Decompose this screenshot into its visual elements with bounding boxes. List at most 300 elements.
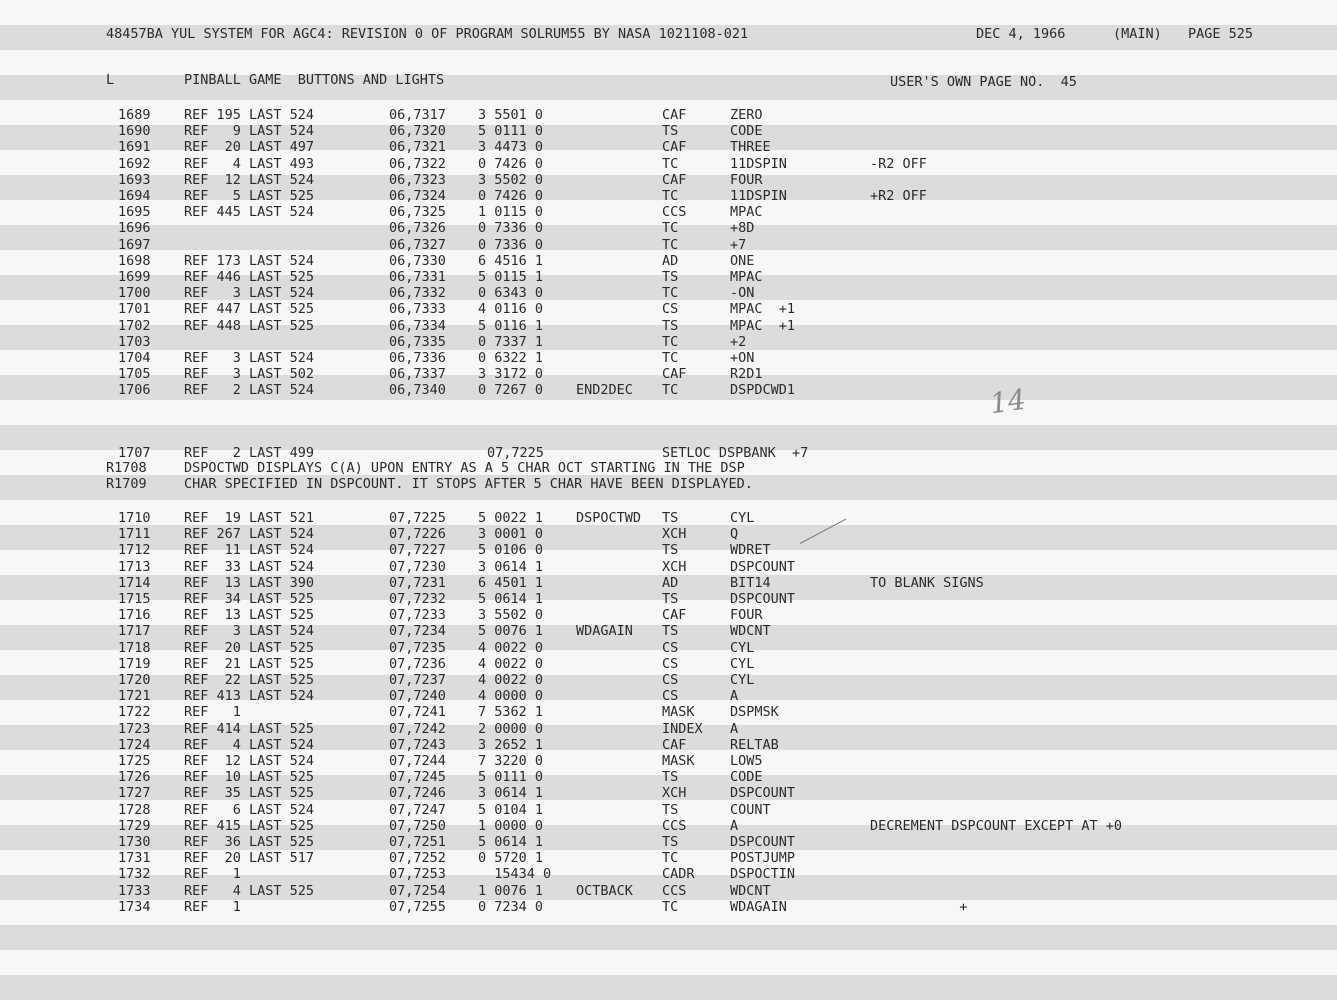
operand: WDAGAIN (730, 898, 787, 915)
handwritten-note: 14 (987, 382, 1028, 421)
address: 07,7242 (389, 720, 446, 737)
octal-word: 0 5720 1 (478, 850, 544, 867)
operand: WDCNT (730, 623, 771, 640)
octal-word: 7 5362 1 (478, 704, 544, 721)
listing-row (0, 542, 1337, 558)
operand: CODE (730, 123, 763, 140)
line-number: 1694 (118, 188, 151, 204)
address: 06,7322 (389, 155, 446, 172)
opcode: TC (662, 350, 679, 366)
octal-word: 2 0000 0 (478, 720, 544, 737)
comment: DECREMENT DSPCOUNT EXCEPT AT +0 (870, 817, 1122, 834)
ref-info: REF 267 LAST 524 (184, 526, 315, 543)
operand: Q (730, 526, 739, 543)
opcode: XCH (662, 526, 687, 543)
address: 06,7337 (389, 366, 446, 383)
operand: +2 (730, 333, 747, 350)
listing-row (0, 834, 1337, 850)
ref-info: REF 9 LAST 524 (184, 123, 315, 140)
line-number: 1721 (118, 688, 151, 705)
line-number: 1700 (118, 285, 151, 302)
line-number: 1734 (118, 898, 151, 915)
octal-word: 3 0614 1 (478, 558, 544, 575)
octal-word: 5 0614 1 (478, 834, 544, 850)
line-number: 1689 (118, 107, 151, 123)
operand: MPAC (730, 204, 763, 221)
ref-info: REF 20 LAST 517 (184, 850, 315, 867)
ref-info: REF 34 LAST 525 (184, 591, 315, 607)
opcode: CS (662, 301, 679, 318)
opcode: SETLOC DSPBANK +7 (662, 445, 809, 461)
octal-word: 5 0115 1 (478, 269, 544, 285)
address: 06,7331 (389, 269, 446, 285)
remark-row (0, 476, 1337, 492)
octal-word: 0 7336 0 (478, 236, 544, 253)
operand: FOUR (730, 171, 763, 188)
operand: 11DSPIN (730, 188, 787, 204)
operand: +7 (730, 236, 747, 253)
ref-info: REF 21 LAST 525 (184, 655, 315, 672)
opcode: CS (662, 639, 679, 656)
comment: TO BLANK SIGNS (870, 574, 984, 591)
subheader-title: PINBALL GAME BUTTONS AND LIGHTS (184, 72, 445, 88)
line-number: 1713 (118, 558, 151, 575)
line-number: 1698 (118, 252, 151, 269)
address: 07,7251 (389, 834, 446, 850)
comment: +R2 OFF (870, 188, 927, 204)
octal-word: 7 3220 0 (478, 753, 544, 769)
opcode: XCH (662, 785, 687, 802)
opcode: CAF (662, 607, 687, 624)
operand: DSPDCWD1 (730, 382, 796, 399)
line-number: 1691 (118, 139, 151, 156)
octal-word: 0 7336 0 (478, 220, 544, 237)
remark-text: DSPOCTWD DISPLAYS C(A) UPON ENTRY AS A 5 CHAR OCT STARTING IN THE DSP (184, 460, 745, 476)
address: 07,7235 (389, 639, 446, 656)
listing-row (0, 285, 1337, 301)
operand: LOW5 (730, 753, 763, 769)
opcode: TC (662, 285, 679, 302)
line-number: 1716 (118, 607, 151, 624)
symbol-label: END2DEC (576, 382, 633, 399)
address: 06,7340 (389, 382, 446, 399)
line-number: 1727 (118, 785, 151, 802)
ref-info: REF 4 LAST 525 (184, 882, 315, 899)
address: 06,7336 (389, 350, 446, 366)
opcode: TS (662, 510, 679, 526)
ref-info: REF 173 LAST 524 (184, 252, 315, 269)
address: 07,7255 (389, 898, 446, 915)
line-number: 1706 (118, 382, 151, 399)
comment: -R2 OFF (870, 155, 927, 172)
opcode: TS (662, 623, 679, 640)
opcode: MASK (662, 753, 695, 769)
octal-word: 1 0000 0 (478, 817, 544, 834)
opcode: TS (662, 123, 679, 140)
opcode: XCH (662, 558, 687, 575)
octal-word: 4 0022 0 (478, 655, 544, 672)
line-number: 1701 (118, 301, 151, 318)
opcode: TS (662, 834, 679, 850)
listing-row (0, 334, 1337, 350)
listing-row (0, 301, 1337, 317)
opcode: CCS (662, 204, 687, 221)
listing-row (0, 785, 1337, 801)
listing-row (0, 526, 1337, 542)
ref-info: REF 1 (184, 866, 241, 883)
address: 06,7330 (389, 252, 446, 269)
ref-info: REF 445 LAST 524 (184, 204, 315, 221)
operand: DSPCOUNT (730, 834, 796, 850)
opcode: TC (662, 155, 679, 172)
listing-row (0, 220, 1337, 236)
opcode: INDEX (662, 720, 703, 737)
listing-row (0, 156, 1337, 172)
ref-info: REF 22 LAST 525 (184, 672, 315, 688)
listing-row (0, 253, 1337, 269)
listing-row (0, 623, 1337, 639)
ref-info: REF 11 LAST 524 (184, 542, 315, 559)
operand: THREE (730, 139, 771, 156)
address: 06,7317 (389, 107, 446, 123)
octal-word: 6 4501 1 (478, 574, 544, 591)
listing-row (0, 559, 1337, 575)
operand: MPAC +1 (730, 317, 796, 334)
listing-row (0, 366, 1337, 382)
ref-info: REF 12 LAST 524 (184, 753, 315, 769)
address: 06,7335 (389, 333, 446, 350)
octal-word: 1 0115 0 (478, 204, 544, 221)
octal-word: 15434 0 (478, 866, 552, 883)
operand: +8D (730, 220, 755, 237)
octal-word: 5 0111 0 (478, 123, 544, 140)
opcode: CCS (662, 882, 687, 899)
listing-row (0, 802, 1337, 818)
page-header-title: 48457BA YUL SYSTEM FOR AGC4: REVISION 0 OF PROGRAM SOLRUM55 BY NASA 1021108-021 (106, 26, 749, 42)
operand: DSPCOUNT (730, 785, 796, 802)
ref-info: REF 13 LAST 525 (184, 607, 315, 624)
listing-row (0, 123, 1337, 139)
octal-word: 3 5502 0 (478, 171, 544, 188)
octal-word: 5 0104 1 (478, 801, 544, 818)
address: 06,7325 (389, 204, 446, 221)
line-number: 1731 (118, 850, 151, 867)
operand: A (730, 720, 739, 737)
listing-row (0, 721, 1337, 737)
opcode: CAF (662, 139, 687, 156)
ref-info: REF 6 LAST 524 (184, 801, 315, 818)
operand: CYL (730, 510, 755, 526)
listing-row (0, 510, 1337, 526)
line-number: 1729 (118, 817, 151, 834)
address: 07,7237 (389, 672, 446, 688)
address: 07,7241 (389, 704, 446, 721)
address: 06,7332 (389, 285, 446, 302)
opcode: TC (662, 850, 679, 867)
opcode: AD (662, 252, 679, 269)
remark-row (0, 460, 1337, 476)
opcode: TC (662, 382, 679, 399)
octal-word: 4 0022 0 (478, 672, 544, 688)
line-number: 1714 (118, 574, 151, 591)
line-number: 1711 (118, 526, 151, 543)
octal-word: 5 0116 1 (478, 317, 544, 334)
remark-text: CHAR SPECIFIED IN DSPCOUNT. IT STOPS AFTER 5 CHAR HAVE BEEN DISPLAYED. (184, 476, 753, 492)
symbol-label: OCTBACK (576, 882, 633, 899)
octal-word: 3 3172 0 (478, 366, 544, 383)
address: 07,7233 (389, 607, 446, 624)
octal-word: 3 5501 0 (478, 107, 544, 123)
line-number: 1699 (118, 269, 151, 285)
listing-row (0, 769, 1337, 785)
operand: CYL (730, 655, 755, 672)
operand: 11DSPIN (730, 155, 787, 172)
address: 07,7245 (389, 769, 446, 786)
line-number: 1725 (118, 753, 151, 769)
octal-word: 3 5502 0 (478, 607, 544, 624)
opcode: TC (662, 236, 679, 253)
line-number: 1733 (118, 882, 151, 899)
address: 07,7247 (389, 801, 446, 818)
ref-info: REF 2 LAST 499 (184, 445, 315, 461)
opcode: CCS (662, 817, 687, 834)
opcode: CAF (662, 736, 687, 753)
line-number: 1710 (118, 510, 151, 526)
listing-row (0, 672, 1337, 688)
symbol-label: WDAGAIN (576, 623, 633, 640)
operand: DSPCOUNT (730, 558, 796, 575)
ref-info: REF 2 LAST 524 (184, 382, 315, 399)
operand: A (730, 817, 739, 834)
ref-info: REF 3 LAST 524 (184, 285, 315, 302)
address: 06,7326 (389, 220, 446, 237)
listing-row (0, 139, 1337, 155)
line-number: 1712 (118, 542, 151, 559)
octal-word: 0 7337 1 (478, 333, 544, 350)
opcode: TS (662, 542, 679, 559)
address: 07,7244 (389, 753, 446, 769)
ref-info: REF 195 LAST 524 (184, 107, 315, 123)
listing-row (0, 204, 1337, 220)
line-number: 1715 (118, 591, 151, 607)
octal-word: 6 4516 1 (478, 252, 544, 269)
opcode: AD (662, 574, 679, 591)
opcode: TC (662, 188, 679, 204)
octal-word: 5 0614 1 (478, 591, 544, 607)
listing-row (0, 640, 1337, 656)
address: 06,7333 (389, 301, 446, 318)
octal-word: 0 7267 0 (478, 382, 544, 399)
line-number: 1717 (118, 623, 151, 640)
ref-info: REF 20 LAST 497 (184, 139, 315, 156)
opcode: CS (662, 655, 679, 672)
line-number: 1704 (118, 350, 151, 366)
octal-word: 0 6343 0 (478, 285, 544, 302)
octal-word: 4 0022 0 (478, 639, 544, 656)
address: 07,7227 (389, 542, 446, 559)
ref-info: REF 447 LAST 525 (184, 301, 315, 318)
octal-word: 5 0076 1 (478, 623, 544, 640)
opcode: TS (662, 769, 679, 786)
page-header-page: PAGE 525 (1188, 26, 1254, 42)
line-number: 1703 (118, 333, 151, 350)
octal-word: 0 7234 0 (478, 898, 544, 915)
line-number: 1690 (118, 123, 151, 140)
address: 07,7250 (389, 817, 446, 834)
address: 07,7225 (487, 445, 544, 461)
remark-number: R1708 (106, 460, 147, 476)
opcode: TS (662, 269, 679, 285)
address: 07,7253 (389, 866, 446, 883)
octal-word: 3 0614 1 (478, 785, 544, 802)
address: 06,7321 (389, 139, 446, 156)
opcode: CAF (662, 107, 687, 123)
listing-row (0, 866, 1337, 882)
line-number: 1697 (118, 236, 151, 253)
ref-info: REF 19 LAST 521 (184, 510, 315, 526)
opcode: CS (662, 672, 679, 688)
address: 06,7327 (389, 236, 446, 253)
octal-word: 0 7426 0 (478, 155, 544, 172)
octal-word: 1 0076 1 (478, 882, 544, 899)
ref-info: REF 1 (184, 704, 241, 721)
operand: FOUR (730, 607, 763, 624)
line-number: 1707 (118, 445, 151, 461)
octal-word: 5 0111 0 (478, 769, 544, 786)
octal-word: 5 0106 0 (478, 542, 544, 559)
operand: CODE (730, 769, 763, 786)
opcode: TC (662, 898, 679, 915)
operand: BIT14 (730, 574, 771, 591)
address: 07,7230 (389, 558, 446, 575)
opcode: CS (662, 688, 679, 705)
ref-info: REF 448 LAST 525 (184, 317, 315, 334)
operand: DSPMSK (730, 704, 779, 721)
octal-word: 5 0022 1 (478, 510, 544, 526)
operand: +ON (730, 350, 755, 366)
operand: -ON (730, 285, 755, 302)
address: 06,7320 (389, 123, 446, 140)
opcode: CAF (662, 366, 687, 383)
setloc-row (0, 445, 1337, 461)
operand: COUNT (730, 801, 771, 818)
opcode: TS (662, 801, 679, 818)
operand: ONE (730, 252, 755, 269)
address: 07,7254 (389, 882, 446, 899)
listing-row (0, 188, 1337, 204)
line-number: 1728 (118, 801, 151, 818)
operand: WDCNT (730, 882, 771, 899)
address: 07,7232 (389, 591, 446, 607)
octal-word: 3 4473 0 (478, 139, 544, 156)
line-number: 1696 (118, 220, 151, 237)
page-header-date: DEC 4, 1966 (976, 26, 1066, 42)
operand: RELTAB (730, 736, 779, 753)
address: 07,7226 (389, 526, 446, 543)
operand: CYL (730, 672, 755, 688)
ref-info: REF 35 LAST 525 (184, 785, 315, 802)
listing-row (0, 883, 1337, 899)
ref-info: REF 4 LAST 524 (184, 736, 315, 753)
remark-number: R1709 (106, 476, 147, 492)
address: 06,7323 (389, 171, 446, 188)
operand: CYL (730, 639, 755, 656)
line-number: 1692 (118, 155, 151, 172)
ref-info: REF 5 LAST 525 (184, 188, 315, 204)
ref-info: REF 3 LAST 502 (184, 366, 315, 383)
octal-word: 4 0000 0 (478, 688, 544, 705)
listing-row (0, 318, 1337, 334)
operand: MPAC +1 (730, 301, 796, 318)
listing-row (0, 704, 1337, 720)
ref-info: REF 10 LAST 525 (184, 769, 315, 786)
opcode: CADR (662, 866, 695, 883)
line-number: 1719 (118, 655, 151, 672)
listing-row (0, 688, 1337, 704)
subheader-own-page: USER'S OWN PAGE NO. 45 (890, 74, 1077, 90)
ref-info: REF 12 LAST 524 (184, 171, 315, 188)
line-number: 1720 (118, 672, 151, 688)
address: 06,7324 (389, 188, 446, 204)
line-number: 1723 (118, 720, 151, 737)
line-number: 1705 (118, 366, 151, 383)
listing-row (0, 382, 1337, 398)
line-number: 1718 (118, 639, 151, 656)
listing-row (0, 591, 1337, 607)
line-number: 1730 (118, 834, 151, 850)
address: 07,7225 (389, 510, 446, 526)
operand: MPAC (730, 269, 763, 285)
symbol-label: DSPOCTWD (576, 510, 642, 526)
ref-info: REF 415 LAST 525 (184, 817, 315, 834)
ref-info: REF 446 LAST 525 (184, 269, 315, 285)
address: 07,7246 (389, 785, 446, 802)
line-number: 1732 (118, 866, 151, 883)
ref-info: REF 3 LAST 524 (184, 350, 315, 366)
octal-word: 4 0116 0 (478, 301, 544, 318)
operand: DSPOCTIN (730, 866, 796, 883)
opcode: TS (662, 591, 679, 607)
operand: ZERO (730, 107, 763, 123)
operand: POSTJUMP (730, 850, 796, 867)
ref-info: REF 1 (184, 898, 241, 915)
operand: A (730, 688, 739, 705)
line-number: 1722 (118, 704, 151, 721)
listing-row (0, 269, 1337, 285)
line-number: 1702 (118, 317, 151, 334)
listing-row (0, 737, 1337, 753)
address: 07,7243 (389, 736, 446, 753)
listing-row (0, 350, 1337, 366)
subheader-marker: L (106, 72, 115, 88)
line-number: 1695 (118, 204, 151, 221)
listing-row (0, 172, 1337, 188)
operand: DSPCOUNT (730, 591, 796, 607)
listing-row (0, 899, 1337, 915)
line-number: 1726 (118, 769, 151, 786)
ref-info: REF 4 LAST 493 (184, 155, 315, 172)
page-header-section: (MAIN) (1113, 26, 1162, 42)
line-number: 1693 (118, 171, 151, 188)
listing-row (0, 818, 1337, 834)
opcode: MASK (662, 704, 695, 721)
address: 07,7231 (389, 574, 446, 591)
ref-info: REF 13 LAST 390 (184, 574, 315, 591)
ref-info: REF 20 LAST 525 (184, 639, 315, 656)
octal-word: 3 0001 0 (478, 526, 544, 543)
listing-row (0, 656, 1337, 672)
octal-word: 0 7426 0 (478, 188, 544, 204)
